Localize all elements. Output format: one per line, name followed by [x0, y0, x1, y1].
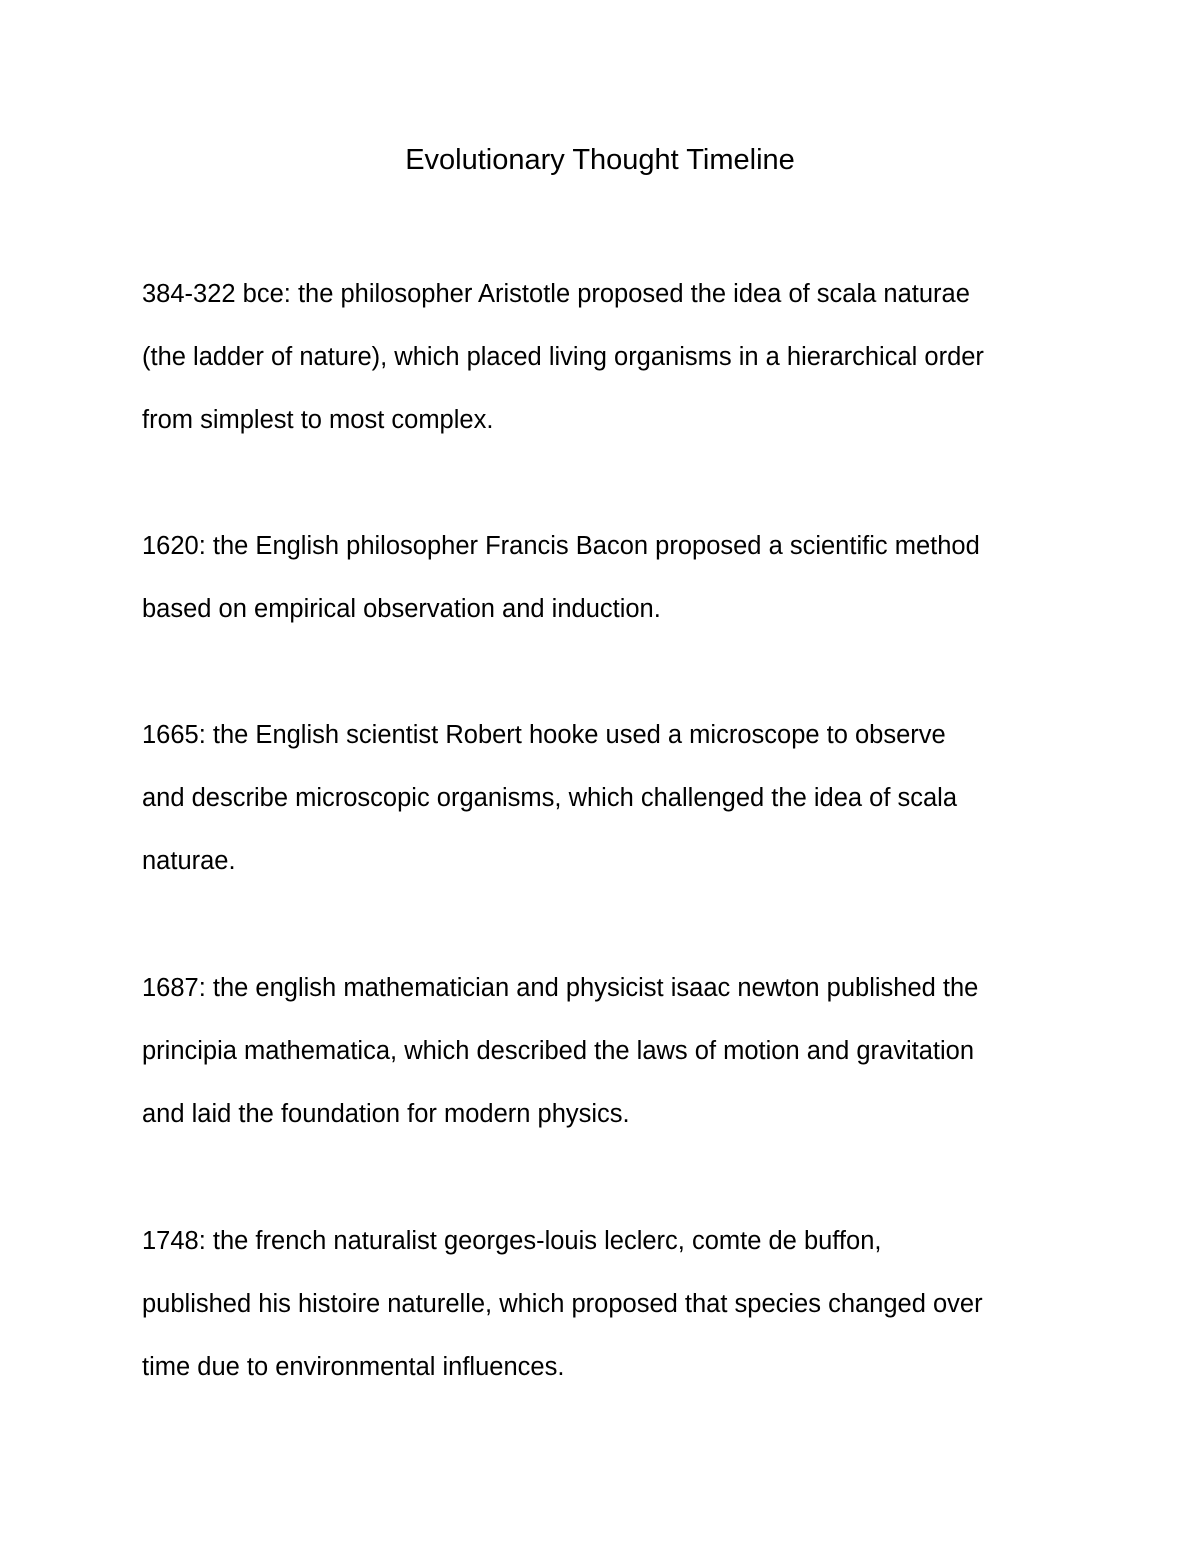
- entry-line: based on empirical observation and induction.: [142, 595, 661, 623]
- entry-line: 1687: the english mathematician and physicist isaac newton published the: [142, 974, 979, 1002]
- timeline-entry-1687: [142, 957, 1072, 1146]
- entry-line: (the ladder of nature), which placed living organisms in a hierarchical order: [142, 343, 984, 371]
- entry-line: naturae.: [142, 847, 236, 875]
- entry-line: time due to environmental influences.: [142, 1353, 565, 1381]
- entry-line: 1620: the English philosopher Francis Bacon proposed a scientific method: [142, 532, 980, 560]
- entry-line: and describe microscopic organisms, which challenged the idea of scala: [142, 784, 958, 812]
- timeline-entry-1665: [142, 704, 1072, 893]
- entry-line: published his histoire naturelle, which proposed that species changed over: [142, 1290, 983, 1318]
- entry-line: principia mathematica, which described the laws of motion and gravitation: [142, 1037, 975, 1065]
- entry-line: 384-322 bce: the philosopher Aristotle proposed the idea of scala naturae: [142, 280, 970, 308]
- entry-line: and laid the foundation for modern physics.: [142, 1100, 630, 1128]
- timeline-entry-384-322-bce: [142, 263, 1072, 452]
- entry-line: from simplest to most complex.: [142, 406, 494, 434]
- document-title: Evolutionary Thought Timeline: [405, 144, 795, 176]
- entry-line: 1748: the french naturalist georges-louis leclerc, comte de buffon,: [142, 1227, 882, 1255]
- timeline-entry-1620: [142, 515, 1072, 641]
- timeline-entry-1748: [142, 1210, 1072, 1399]
- entry-line: 1665: the English scientist Robert hooke used a microscope to observe: [142, 721, 946, 749]
